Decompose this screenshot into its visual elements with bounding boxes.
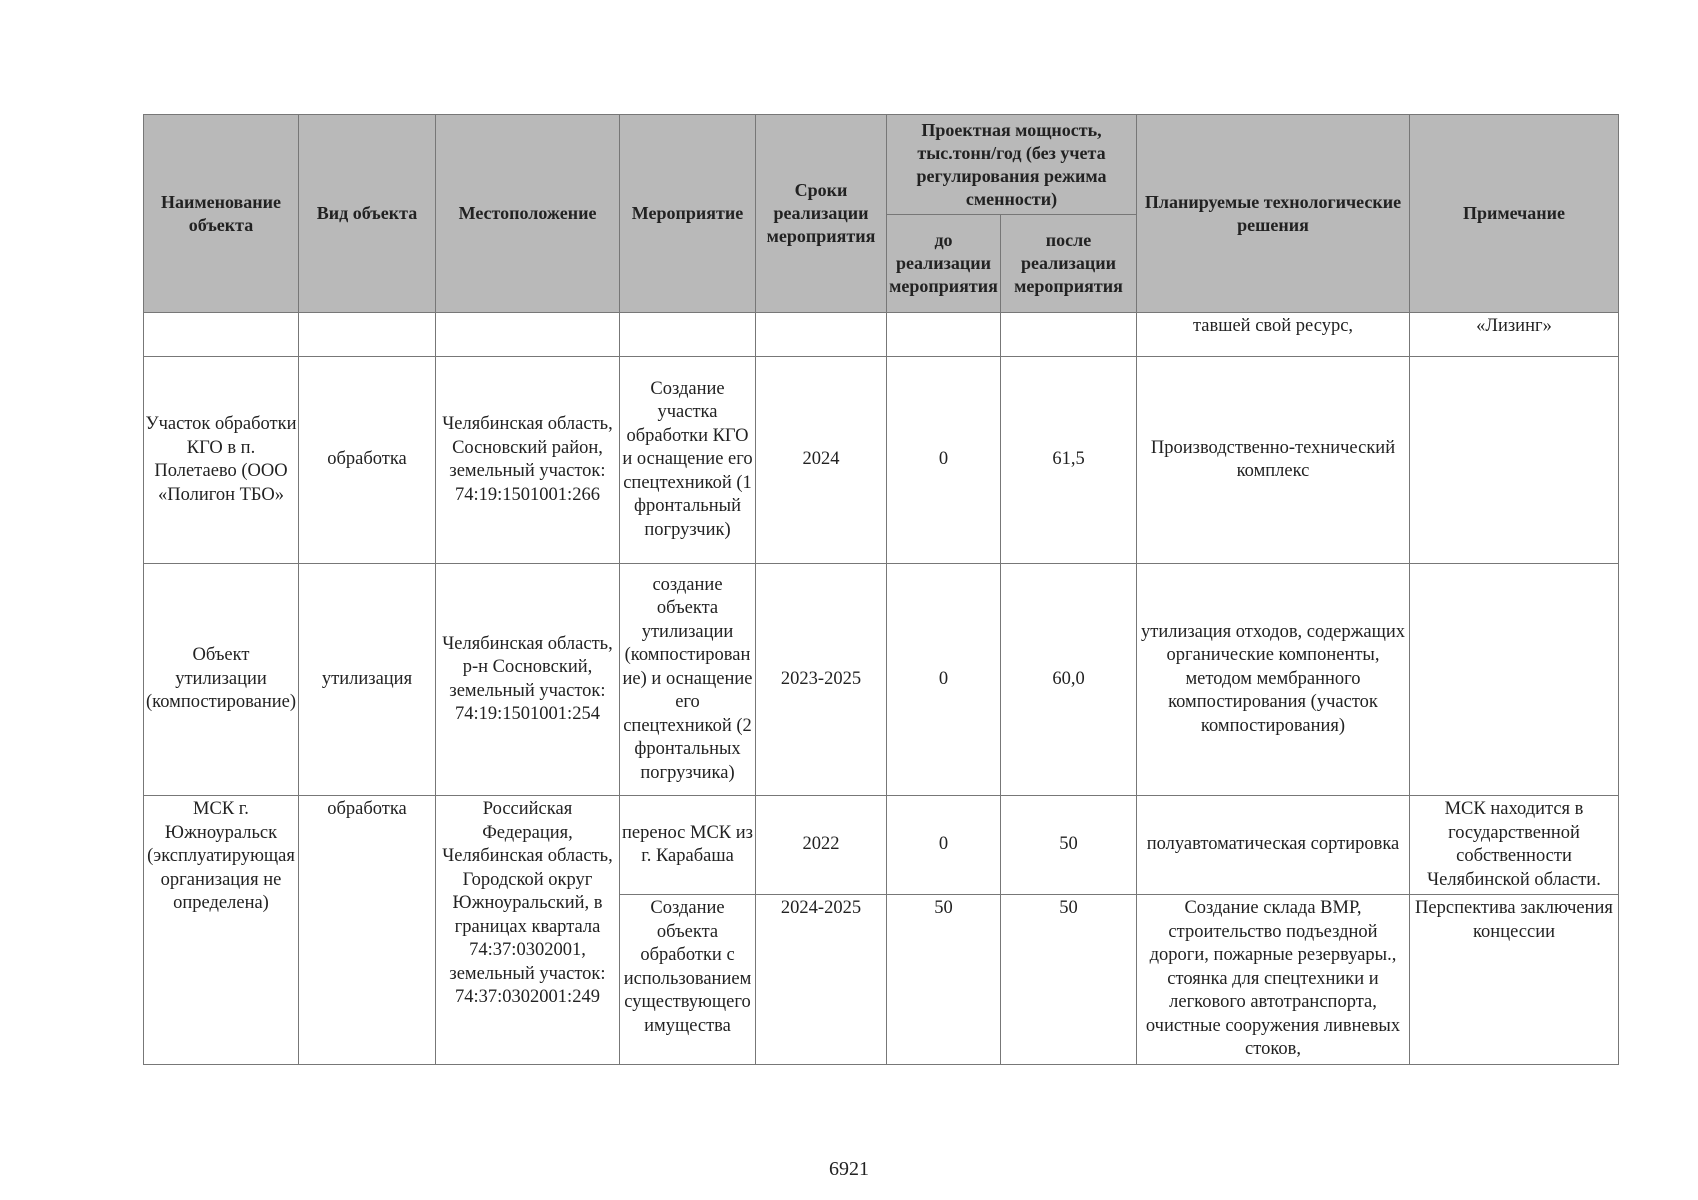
cell-tech: Производственно-технический комплекс — [1137, 357, 1410, 564]
cell-type: утилизация — [299, 564, 436, 796]
cell-capacity-before: 0 — [887, 796, 1001, 895]
cell-type: обработка — [299, 357, 436, 564]
header-note: Примечание — [1410, 115, 1619, 313]
table-row — [144, 313, 1619, 357]
cell-capacity-after: 60,0 — [1001, 564, 1137, 796]
cell-note: «Лизинг» — [1410, 313, 1619, 357]
cell-empty — [436, 313, 620, 357]
cell-location: Российская Федерация, Челябинская область, Городской округ Южноуральский, в границах квартала 74:37:0302001, земельный участок: 74:37:0302001:249 — [436, 796, 620, 1065]
header-name: Наименование объекта — [144, 115, 299, 313]
cell-timeline: 2023-2025 — [756, 564, 887, 796]
cell-tech: полуавтоматическая сортировка — [1137, 796, 1410, 895]
cell-type: обработка — [299, 796, 436, 1065]
cell-empty — [620, 313, 756, 357]
cell-measure: Создание участка обработки КГО и оснащение его спецтехникой (1 фронтальный погрузчик) — [620, 357, 756, 564]
table-row — [144, 564, 1619, 796]
header-timeline: Сроки реализации мероприятия — [756, 115, 887, 313]
header-capacity-before: до реализации мероприятия — [887, 215, 1001, 313]
header-capacity-after: после реализации мероприятия — [1001, 215, 1137, 313]
cell-note — [1410, 357, 1619, 564]
page-number: 6921 — [829, 1158, 869, 1180]
cell-note — [1410, 564, 1619, 796]
cell-empty — [144, 313, 299, 357]
header-capacity-group: Проектная мощность, тыс.тонн/год (без учета регулирования режима сменности) — [887, 115, 1137, 215]
cell-measure: создание объекта утилизации (компостирование) и оснащение его спецтехникой (2 фронтальных погрузчика) — [620, 564, 756, 796]
header-type: Вид объекта — [299, 115, 436, 313]
cell-note: Перспектива заключения концессии — [1410, 895, 1619, 1065]
cell-timeline: 2024-2025 — [756, 895, 887, 1065]
cell-capacity-before: 0 — [887, 357, 1001, 564]
table-row — [144, 357, 1619, 564]
table-row — [144, 796, 1619, 895]
cell-empty — [299, 313, 436, 357]
cell-capacity-after: 61,5 — [1001, 357, 1137, 564]
cell-tech: Создание склада ВМР, строительство подъездной дороги, пожарные резервуары., стоянка для спецтехники и легкового автотранспорта, очистные сооружения ливневых стоков, — [1137, 895, 1410, 1065]
header-measure: Мероприятие — [620, 115, 756, 313]
cell-location: Челябинская область, р-н Сосновский, земельный участок: 74:19:1501001:254 — [436, 564, 620, 796]
cell-name: Объект утилизации (компостирование) — [144, 564, 299, 796]
cell-capacity-before: 0 — [887, 564, 1001, 796]
cell-capacity-before: 50 — [887, 895, 1001, 1065]
cell-empty — [756, 313, 887, 357]
cell-tech: утилизация отходов, содержащих органические компоненты, методом мембранного компостирования (участок компостирования) — [1137, 564, 1410, 796]
cell-location: Челябинская область, Сосновский район, земельный участок: 74:19:1501001:266 — [436, 357, 620, 564]
cell-empty — [1001, 313, 1137, 357]
cell-timeline: 2024 — [756, 357, 887, 564]
cell-capacity-after: 50 — [1001, 895, 1137, 1065]
header-tech-solutions: Планируемые технологические решения — [1137, 115, 1410, 313]
cell-name: Участок обработки КГО в п. Полетаево (ООО «Полигон ТБО» — [144, 357, 299, 564]
cell-timeline: 2022 — [756, 796, 887, 895]
cell-tech: тавшей свой ресурс, — [1137, 313, 1410, 357]
cell-measure: Создание объекта обработки с использованием существующего имущества — [620, 895, 756, 1065]
cell-measure: перенос МСК из г. Карабаша — [620, 796, 756, 895]
cell-capacity-after: 50 — [1001, 796, 1137, 895]
cell-empty — [887, 313, 1001, 357]
header-location: Местоположение — [436, 115, 620, 313]
objects-table — [143, 114, 1619, 1065]
cell-note: МСК находится в государственной собственности Челябинской области. — [1410, 796, 1619, 895]
cell-name: МСК г. Южноуральск (эксплуатирующая организация не определена) — [144, 796, 299, 1065]
